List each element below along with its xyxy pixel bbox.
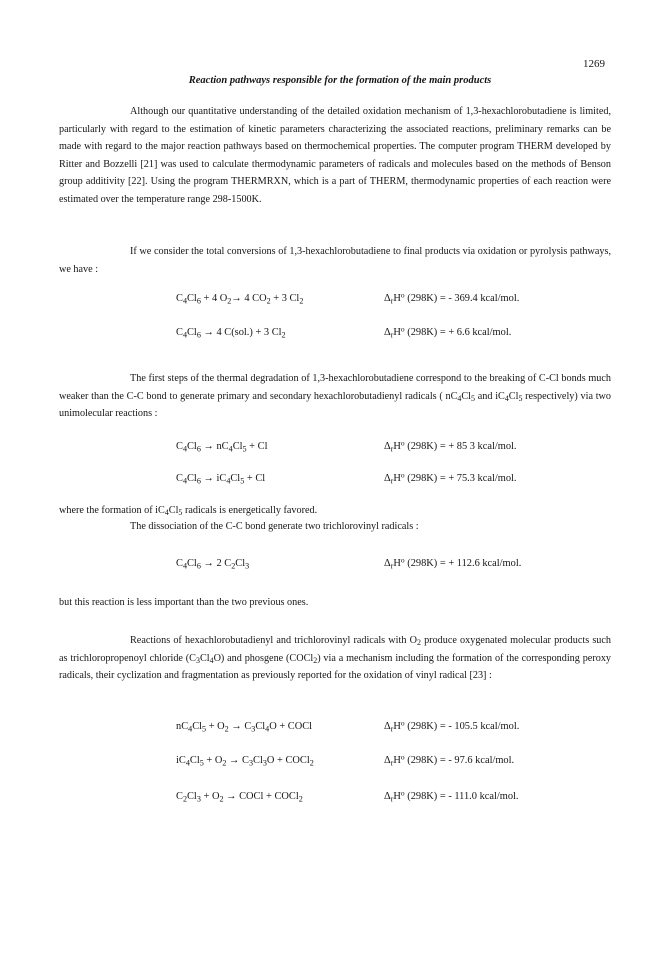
paragraph-cc-dissociation: The dissociation of the C-C bond generate two trichlorovinyl radicals : (130, 521, 419, 532)
equation-8 (176, 788, 616, 806)
paragraph-thermal-degradation: The first steps of the thermal degradation of 1,3-hexachlorobutadiene correspond to the breaking of C-Cl bonds much weaker than the C-C bond to generate primary and secondary hexachlorobutadienyl radicals ( $nC_4Cl_5$ and $iC_4Cl_5$ respectively) via two unimolecular reactions : (59, 373, 611, 420)
equation-1-enthalpy: $\Delta_rH^o$ (298K) = - 369.4 kcal/mol. (384, 290, 520, 306)
equation-3-reaction: $C_4Cl_6 \to nC_4Cl_5 + Cl$ (176, 441, 268, 454)
page-number: 1269 (583, 58, 605, 70)
equation-6-reaction: $nC_4Cl_5 + O_2 \to C_3Cl_4O$ + COCl (176, 721, 313, 734)
equation-6 (176, 718, 616, 736)
equation-5-enthalpy: $\Delta_rH^o$ (298K) = + 112.6 kcal/mol. (384, 555, 522, 571)
paragraph-total-conversions: If we consider the total conversions of 1,3-hexachlorobutadiene to final products via oxidation or pyrolysis pathways, we have : (59, 246, 611, 275)
equation-3-enthalpy: $\Delta_rH^o$ (298K) = + 85 3 kcal/mol. (384, 438, 517, 454)
equation-4 (176, 470, 616, 488)
paragraph-intro: Although our quantitative understanding of the detailed oxidation mechanism of 1,3-hexachlorobutadiene is limited, particularly with regard to the estimation of kinetic parameters characterizing the associated reactions, preliminary remarks can be made with regard to the major reaction pathways based on thermochemical properties. The computer program THERM developed by Ritter and Bozzelli [21] was used to calculate thermodynamic parameters of radicals and molecules based on the methods of Benson group additivity [22]. Using the program THERMRXN, which is a part of THERM, thermodynamic properties of each reaction were estimated over the temperature range 298-1500K. (59, 106, 611, 205)
equation-7-enthalpy: $\Delta_rH^o$ (298K) = - 97.6 kcal/mol. (384, 752, 515, 768)
paragraph-less-important: but this reaction is less important than the two previous ones. (59, 597, 309, 608)
equation-3 (176, 438, 616, 456)
equation-8-enthalpy: $\Delta_rH^o$ (298K) = - 111.0 kcal/mol. (384, 788, 519, 804)
equation-2 (176, 324, 616, 342)
equation-2-enthalpy: $\Delta_rH^o$ (298K) = + 6.6 kcal/mol. (384, 324, 512, 340)
paragraph-energetically-favored: where the formation of $iC_4Cl_5$ radicals is energetically favored. (59, 505, 318, 518)
equation-5 (176, 555, 616, 573)
equation-4-enthalpy: $\Delta_rH^o$ (298K) = + 75.3 kcal/mol. (384, 470, 517, 486)
section-heading: Reaction pathways responsible for the formation of the main products (188, 75, 492, 86)
equation-8-reaction: $C_2Cl_3 + O_2$ → COCl + COCl$_2$ (176, 791, 303, 804)
equation-4-reaction: $C_4Cl_6 \to iC_4Cl_5 + Cl$ (176, 473, 266, 486)
equation-1-reaction: $C_4Cl_6 + 4$ $O_2\to 4$ $CO_2 + 3$ $Cl_2$ (176, 293, 304, 306)
equation-2-reaction: $C_4Cl_6 \to 4$ C(sol.) + 3 $Cl_2$ (176, 327, 286, 340)
equation-5-reaction: $C_4Cl_6 \to 2$ $C_2Cl_3$ (176, 558, 250, 571)
equation-7-reaction: $iC_4Cl_5 + O_2 \to C_3Cl_3O$ + COCl$_2$ (176, 755, 314, 768)
equation-1 (176, 290, 616, 308)
equation-6-enthalpy: $\Delta_rH^o$ (298K) = - 105.5 kcal/mol. (384, 718, 520, 734)
equation-7 (176, 752, 616, 770)
paragraph-oxygenated-products: Reactions of hexachlorobutadienyl and trichlorovinyl radicals with $O_2$ produce oxygenated molecular products such as trichloropropenoyl chloride $(C_3Cl_4O)$ and phosgene (COCl$_2$) via a mechanism including the formation of the corresponding peroxy radicals, their cyclization and fragmentation as previously reported for the oxidation of vinyl radical [23] : (59, 635, 612, 682)
